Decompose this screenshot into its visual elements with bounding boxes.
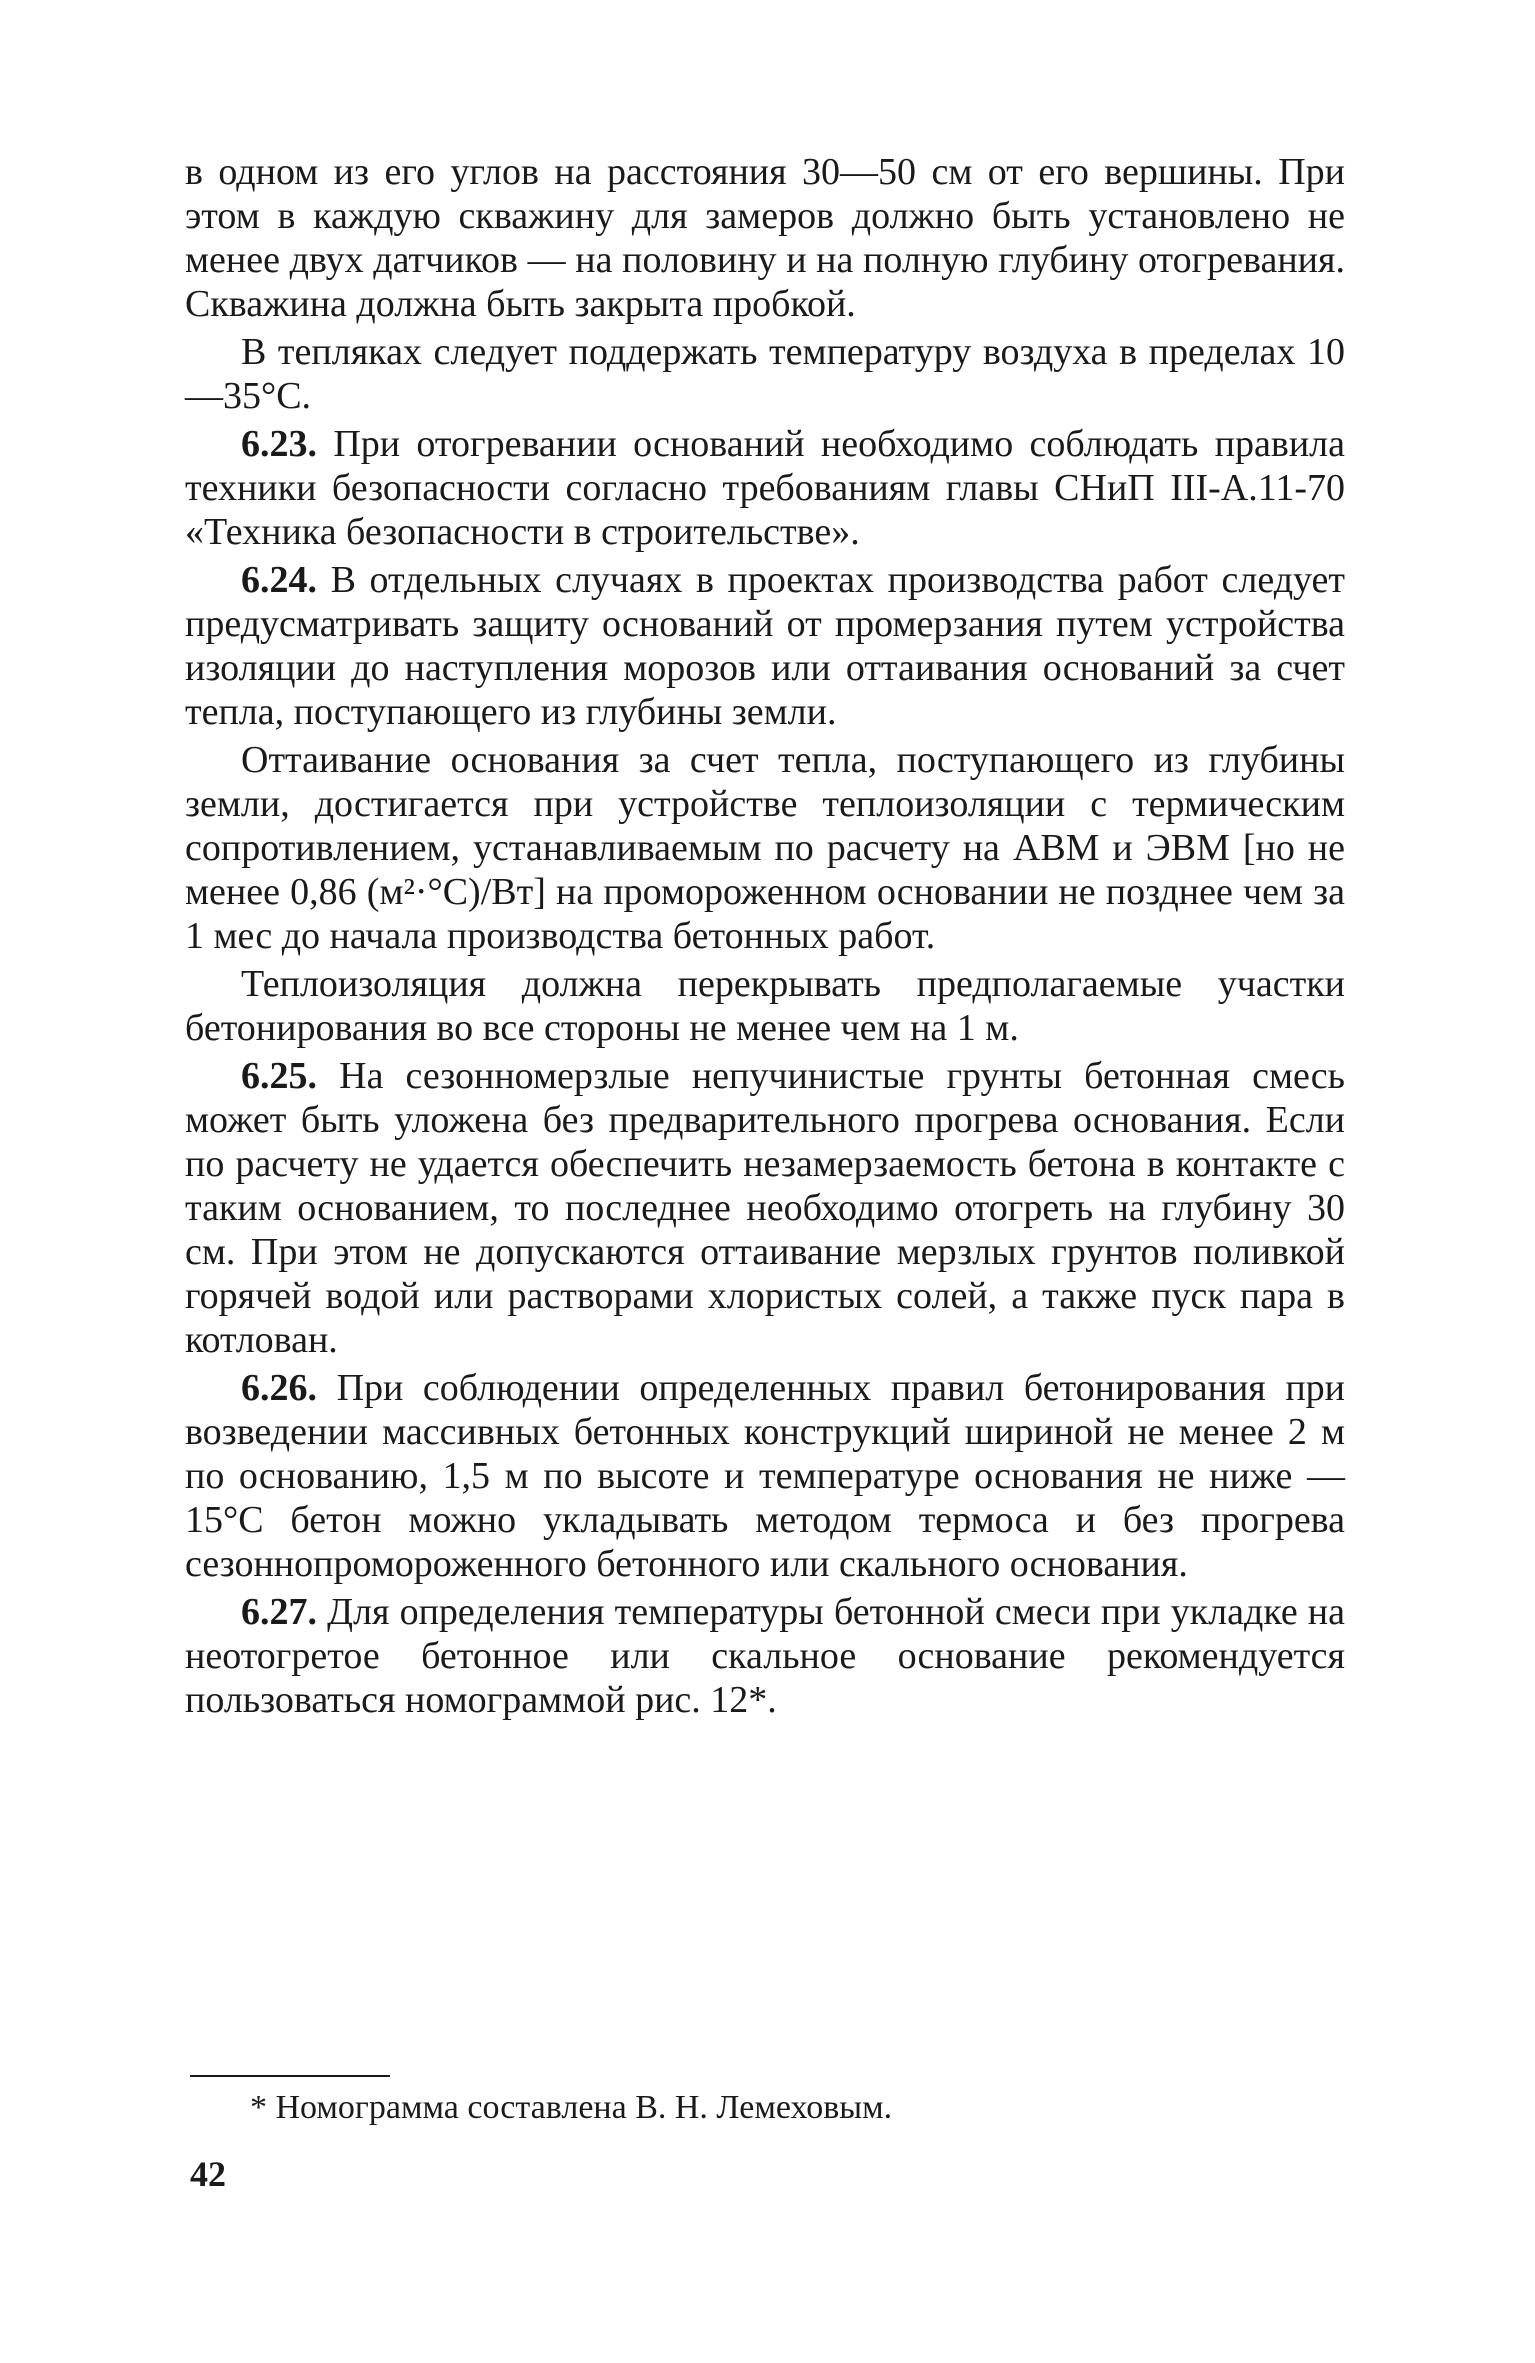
clause-6-24 xyxy=(185,558,1345,734)
paragraph-text: в одном из его углов на расстояния 30—50 см от его вершины. При этом в каждую скважину для замеров должно быть установлено не менее двух датчиков — на половину и на полную глубину отогревания. Скважина должна быть закрыта пробкой. xyxy=(185,151,1345,325)
clause-number: 6.24. xyxy=(241,559,317,601)
footnote: * Номограмма составлена В. Н. Лемеховым. xyxy=(250,2089,893,2126)
paragraph-text: Теплоизоляция должна перекрывать предполагаемые участки бетонирования во все стороны не менее чем на 1 м. xyxy=(185,963,1345,1049)
footnote-divider xyxy=(190,2075,390,2077)
clause-number: 6.27. xyxy=(241,1591,317,1633)
clause-number: 6.25. xyxy=(241,1055,317,1097)
page-body xyxy=(185,150,1345,1726)
paragraph-text: Оттаивание основания за счет тепла, поступающего из глубины земли, достигается при устройстве теплоизоляции с термическим сопротивлением, устанавливаемым по расчету на АВМ и ЭВМ [но не менее 0,86 (м²·°С)/Вт] на промороженном основании не позднее чем за 1 мес до начала производства бетонных работ. xyxy=(185,739,1345,957)
paragraph-text: В тепляках следует поддержать температуру воздуха в пределах 10—35°С. xyxy=(185,331,1345,417)
clause-6-25 xyxy=(185,1054,1345,1362)
paragraph-2 xyxy=(185,330,1345,418)
paragraph-6 xyxy=(185,962,1345,1050)
clause-number: 6.23. xyxy=(241,423,317,465)
paragraph-1 xyxy=(185,150,1345,326)
paragraph-text: На сезонномерзлые непучинистые грунты бетонная смесь может быть уложена без предварительного прогрева основания. Если по расчету не удается обеспечить незамерзаемость бетона в контакте с таким основанием, то последнее необходимо отогреть на глубину 30 см. При этом не допускаются оттаивание мерзлых грунтов поливкой горячей водой или растворами хлористых солей, а также пуск пара в котлован. xyxy=(185,1055,1345,1361)
clause-6-27 xyxy=(185,1590,1345,1722)
paragraph-text: В отдельных случаях в проектах производства работ следует предусматривать защиту оснований от промерзания путем устройства изоляции до наступления морозов или оттаивания оснований за счет тепла, поступающего из глубины земли. xyxy=(185,559,1346,733)
clause-number: 6.26. xyxy=(241,1367,317,1409)
paragraph-text: Для определения температуры бетонной смеси при укладке на неотогретое бетонное или скальное основание рекомендуется пользоваться номограммой рис. 12*. xyxy=(185,1591,1346,1721)
page-number: 42 xyxy=(190,2154,226,2194)
paragraph-5 xyxy=(185,738,1345,958)
clause-6-26 xyxy=(185,1366,1345,1586)
paragraph-text: При отогревании оснований необходимо соблюдать правила техники безопасности согласно требованиям главы СНиП III-А.11-70 «Техника безопасности в строительстве». xyxy=(185,423,1345,553)
clause-6-23 xyxy=(185,422,1345,554)
paragraph-text: При соблюдении определенных правил бетонирования при возведении массивных бетонных конструкций шириной не менее 2 м по основанию, 1,5 м по высоте и температуре основания не ниже —15°С бетон можно укладывать методом термоса и без прогрева сезоннопромороженного бетонного или скального основания. xyxy=(185,1367,1345,1585)
